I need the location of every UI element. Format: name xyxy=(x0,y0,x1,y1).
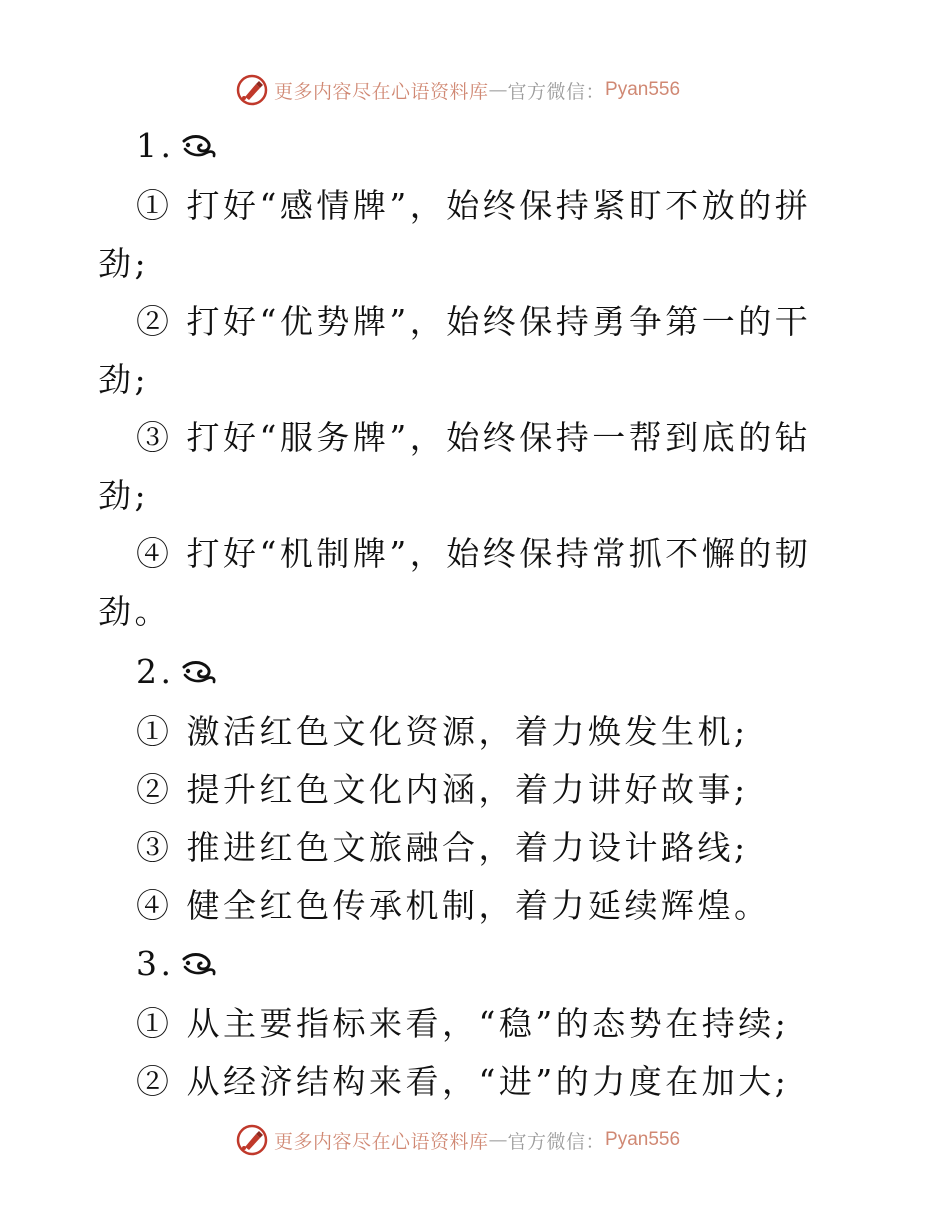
paragraph-line: 劲; xyxy=(98,476,150,515)
paragraph-line: ④ 健全红色传承机制，着力延续辉煌。 xyxy=(136,886,771,925)
fleuron-ornament-icon xyxy=(181,133,217,159)
paragraph-line: ② 提升红色文化内涵，着力讲好故事; xyxy=(136,770,749,809)
watermark-footer xyxy=(236,1122,680,1158)
fleuron-ornament-icon xyxy=(181,659,217,685)
paragraph-line: ② 打好“优势牌”，始终保持勇争第一的干 xyxy=(136,302,812,341)
paragraph-line: 劲; xyxy=(98,244,150,283)
fleuron-ornament-icon xyxy=(181,951,217,977)
watermark-main-text: 更多内容尽在心语资料库 xyxy=(274,1130,489,1153)
section-heading-2 xyxy=(136,652,856,692)
paragraph-line: ③ 打好“服务牌”，始终保持一帮到底的钻 xyxy=(136,418,812,457)
paragraph-line: ② 从经济结构来看，“进”的力度在加大; xyxy=(136,1062,790,1101)
paragraph-line: ① 打好“感情牌”，始终保持紧盯不放的拼 xyxy=(136,186,812,225)
watermark-wechat-id: Pyan556 xyxy=(605,1129,681,1150)
section-number: 3. xyxy=(136,944,175,983)
pen-nib-logo-icon xyxy=(236,1124,268,1156)
watermark-sub-text: 官方微信： xyxy=(507,80,606,103)
section-number: 1. xyxy=(136,126,175,165)
paragraph-line: ① 从主要指标来看，“稳”的态势在持续; xyxy=(136,1004,790,1043)
paragraph-line: 劲; xyxy=(98,360,150,399)
watermark-dash: — xyxy=(488,79,508,101)
watermark-sub-text: 官方微信： xyxy=(507,1130,606,1153)
paragraph-line: 劲。 xyxy=(98,592,171,631)
section-heading-3 xyxy=(136,944,856,984)
paragraph-line: ① 激活红色文化资源，着力焕发生机; xyxy=(136,712,749,751)
watermark-wechat-id: Pyan556 xyxy=(605,79,681,100)
watermark-dash: — xyxy=(488,1129,508,1151)
paragraph-line: ③ 推进红色文旅融合，着力设计路线; xyxy=(136,828,749,867)
section-heading-1 xyxy=(136,126,856,166)
watermark-main-text: 更多内容尽在心语资料库 xyxy=(274,80,489,103)
paragraph-line: ④ 打好“机制牌”，始终保持常抓不懈的韧 xyxy=(136,534,812,573)
section-number: 2. xyxy=(136,652,175,691)
